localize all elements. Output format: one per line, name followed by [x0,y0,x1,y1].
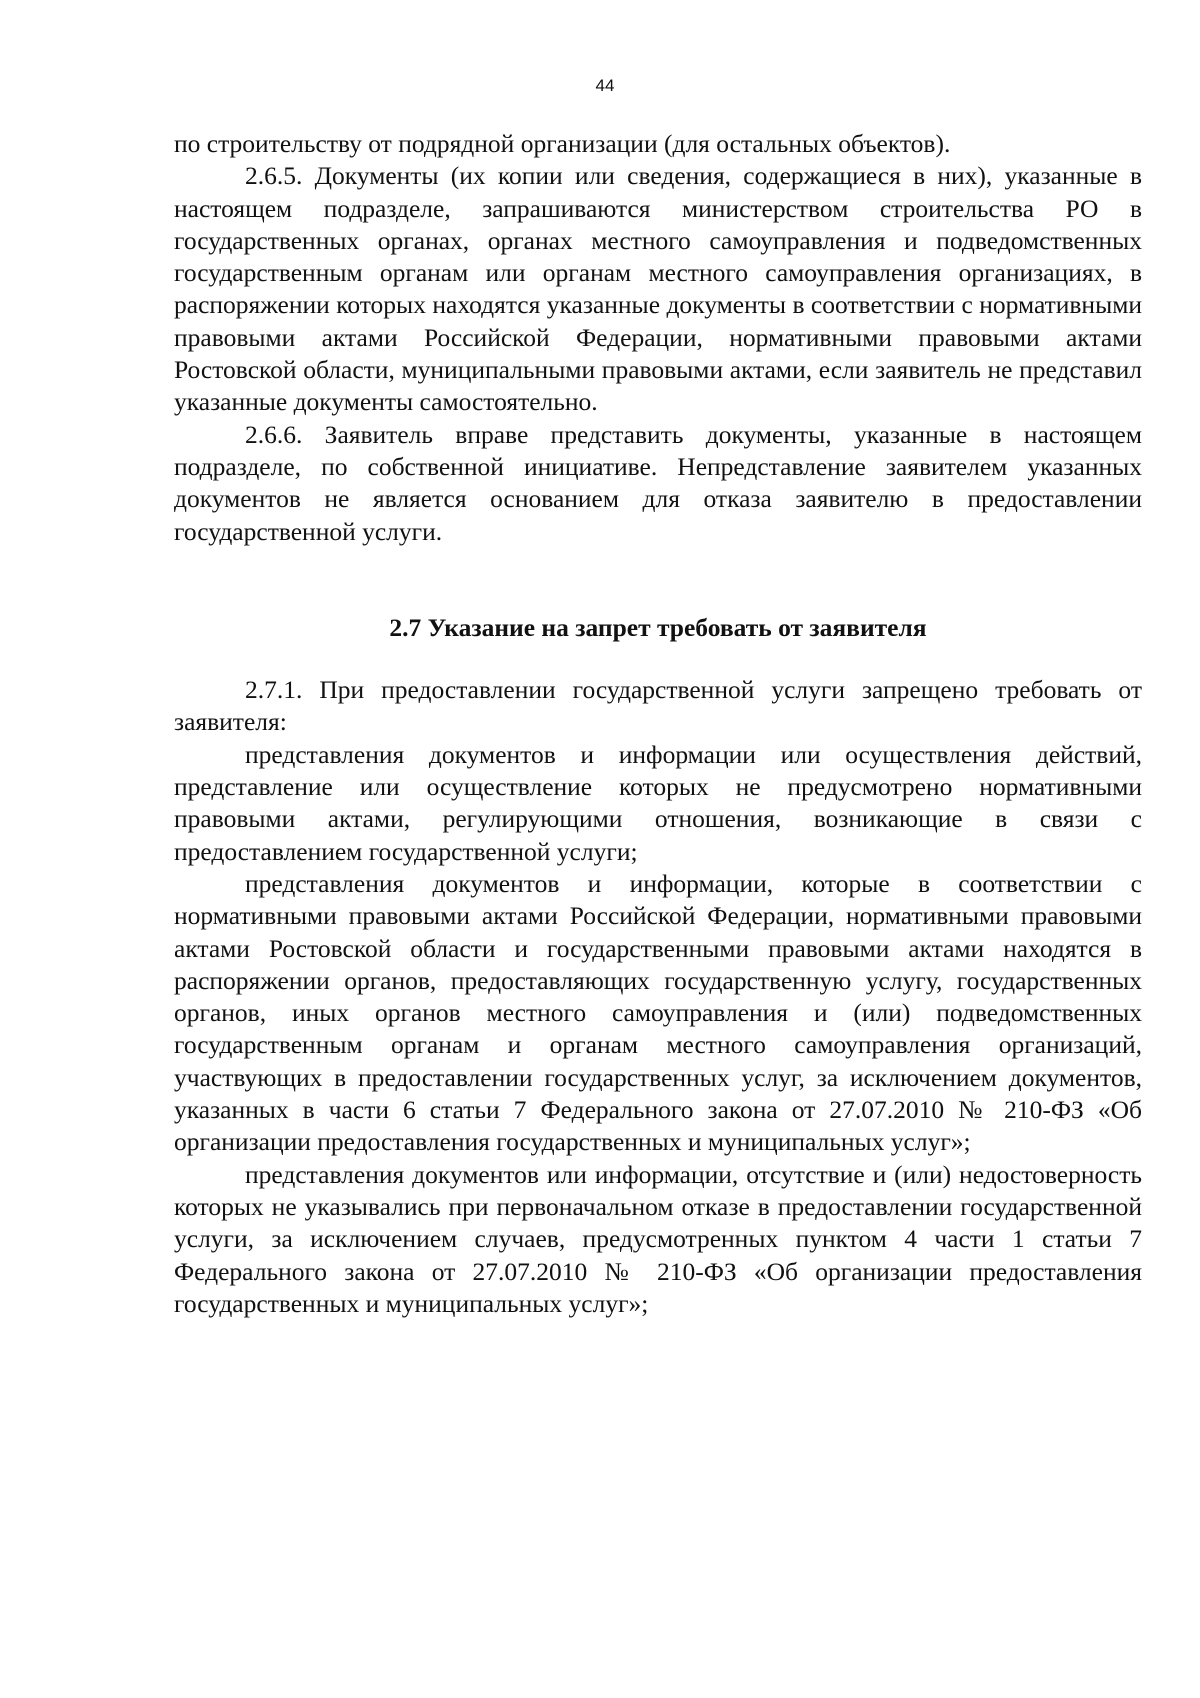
paragraph-continuation: по строительству от подрядной организации (для остальных объектов). [174,129,951,158]
page-number: 44 [595,76,615,95]
paragraph-2-7-1: 2.7.1. При предоставлении государственной услуги запрещено требовать от заявителя: [174,675,1142,737]
document-body [174,128,1142,1320]
spacer [174,644,1142,674]
paragraph-2-6-6: 2.6.6. Заявитель вправе представить документы, указанные в настоящем подразделе, по собственной инициативе. Непредставление заявителем указанных документов не является основанием для отказа заявителю в предоставлении государственной услуги. [174,419,1142,546]
list-item: представления документов и информации, которые в соответствии с нормативными правовыми актами Российской Федерации, нормативными правовыми актами Ростовской области и государственными правовыми актами находятся в распоряжении органов, предоставляющих государственную услугу, государственных органов, иных органов местного самоуправления и (или) подведомственных государственным органам и органам местного самоуправления организаций, участвующих в предоставлении государственных услуг, за исключением документов, указанных в части 6 статьи 7 Федерального закона от 27.07.2010 № 210-ФЗ «Об организации предоставления государственных и муниципальных услуг»; [174,868,1142,1157]
paragraph-2-6-5: 2.6.5. Документы (их копии или сведения, содержащиеся в них), указанные в настоящем подразделе, запрашиваются министерством строительства РО в государственных органах, органах местного самоуправления и подведомственных государственным органам или органам местного самоуправления организациях, в распоряжении которых находятся указанные документы в соответствии с нормативными правовыми актами Российской Федерации, нормативными правовыми актами Ростовской области, муниципальными правовыми актами, если заявитель не представил указанные документы самостоятельно. [174,161,1142,417]
spacer [174,548,1142,612]
section-heading: 2.7 Указание на запрет требовать от заявителя [389,612,927,642]
list-item: представления документов или информации, отсутствие и (или) недостоверность которых не указывались при первоначальном отказе в предоставлении государственной услуги, за исключением случаев, предусмотренных пунктом 4 части 1 статьи 7 Федерального закона от 27.07.2010 № 210-ФЗ «Об организации предоставления государственных и муниципальных услуг»; [174,1159,1142,1318]
list-item: представления документов и информации или осуществления действий, представление или осуществление которых не предусмотрено нормативными правовыми актами, регулирующими отношения, возникающие в связи с предоставлением государственной услуги; [174,739,1142,866]
